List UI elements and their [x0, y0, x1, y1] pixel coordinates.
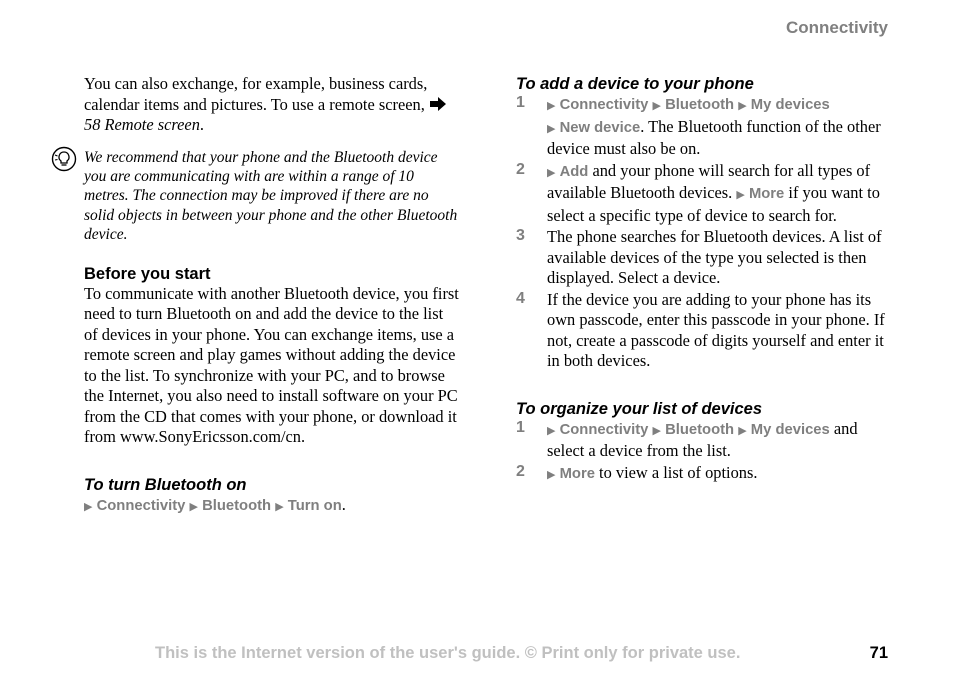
- menu-more: More: [559, 465, 595, 482]
- intro-paragraph: [84, 74, 459, 136]
- tip-text: We recommend that your phone and the Bluetooth device you are communicating with are within a range of 10 metres. The connection may be improved if there are no solid objects in between your phone and the other Bluetooth device.: [84, 148, 458, 244]
- menu-more: More: [748, 186, 785, 202]
- menu-arrow-icon: ▶: [738, 99, 747, 112]
- step-number: 4: [516, 289, 525, 307]
- menu-my-devices: My devices: [750, 421, 830, 438]
- step-number: 2: [516, 462, 525, 480]
- organize-step-1-text: and select a device from the list.: [547, 418, 858, 460]
- step-4-text: If the device you are adding to your phone has its own passcode, enter this passcode in your phone. If not, create a passcode of digits yourself and enter it in both devices.: [547, 289, 885, 370]
- step-2-text-b: if you want to select a specific type of device to search for.: [547, 183, 880, 225]
- menu-arrow-icon: ▶: [547, 423, 556, 437]
- menu-my-devices: My devices: [750, 97, 830, 113]
- step-number: 2: [516, 160, 525, 178]
- step-number: 1: [516, 94, 525, 111]
- menu-arrow-icon: ▶: [547, 121, 556, 135]
- menu-bluetooth: Bluetooth: [665, 421, 735, 438]
- turn-on-path: [84, 495, 459, 518]
- add-step-1: [516, 94, 896, 160]
- intro-text: You can also exchange, for example, business cards, calendar items and pictures. To use a remote screen,: [84, 74, 428, 114]
- menu-arrow-icon: ▶: [547, 99, 556, 112]
- add-step-2: [516, 161, 896, 227]
- menu-arrow-icon: ▶: [736, 188, 745, 201]
- menu-connectivity: Connectivity: [559, 421, 649, 438]
- menu-add: Add: [559, 163, 589, 180]
- intro-end: .: [199, 115, 205, 134]
- step-text: [547, 94, 896, 160]
- menu-turn-on: Turn on: [287, 497, 342, 514]
- step-text: [547, 419, 896, 462]
- menu-new-device: New device: [559, 119, 641, 136]
- menu-bluetooth: Bluetooth: [665, 97, 735, 113]
- step-text: [547, 161, 896, 227]
- add-device-heading: To add a device to your phone: [516, 75, 754, 93]
- organize-step-2-text: to view a list of options.: [594, 462, 758, 482]
- intro-reference: 58 Remote screen: [84, 115, 200, 134]
- step-1-text: . The Bluetooth function of the other device must also be on.: [547, 116, 881, 158]
- tip-note: [84, 148, 459, 245]
- left-column: [84, 74, 459, 517]
- menu-arrow-icon: ▶: [275, 499, 284, 513]
- step-number: 3: [516, 227, 525, 244]
- lightbulb-tip-icon: [51, 146, 77, 172]
- menu-bluetooth: Bluetooth: [202, 497, 272, 514]
- menu-arrow-icon: ▶: [652, 423, 661, 437]
- before-start-body: To communicate with another Bluetooth device, you first need to turn Bluetooth on and add the device to the list of devices in your phone. You can exchange items, use a remote screen and play games without adding the device to the list. To synchronize with your PC, and to browse the Internet, you also need to install software on your PC from the CD that comes with your phone, or download it from www.SonyEricsson.com/cn.: [84, 283, 459, 447]
- add-step-4: [516, 290, 896, 372]
- menu-arrow-icon: ▶: [84, 499, 93, 513]
- reference-arrow-icon: [429, 96, 447, 112]
- right-column: [516, 74, 896, 486]
- turn-on-heading: To turn Bluetooth on: [84, 475, 247, 494]
- step-3-text: The phone searches for Bluetooth devices. A list of available devices of the type you selected is then displayed. Select a device.: [547, 227, 882, 287]
- menu-arrow-icon: ▶: [547, 165, 556, 179]
- organize-step-2: [516, 463, 896, 486]
- menu-arrow-icon: ▶: [189, 499, 198, 513]
- menu-arrow-icon: ▶: [547, 467, 556, 481]
- footer-notice: This is the Internet version of the user's guide. © Print only for private use.: [155, 644, 741, 662]
- menu-connectivity: Connectivity: [559, 97, 649, 113]
- step-number: 1: [516, 418, 525, 436]
- step-2-text-a: and your phone will search for all types of available Bluetooth devices.: [547, 160, 871, 202]
- organize-devices-heading: To organize your list of devices: [516, 399, 763, 418]
- menu-arrow-icon: ▶: [738, 423, 747, 437]
- before-start-heading: Before you start: [84, 264, 211, 283]
- menu-connectivity: Connectivity: [96, 497, 186, 514]
- organize-step-1: [516, 419, 896, 462]
- turn-on-end: .: [341, 494, 346, 514]
- menu-arrow-icon: ▶: [652, 99, 661, 112]
- step-text: [547, 463, 896, 486]
- add-step-3: [516, 227, 896, 289]
- section-header: Connectivity: [785, 18, 888, 37]
- page-number: 71: [869, 644, 888, 662]
